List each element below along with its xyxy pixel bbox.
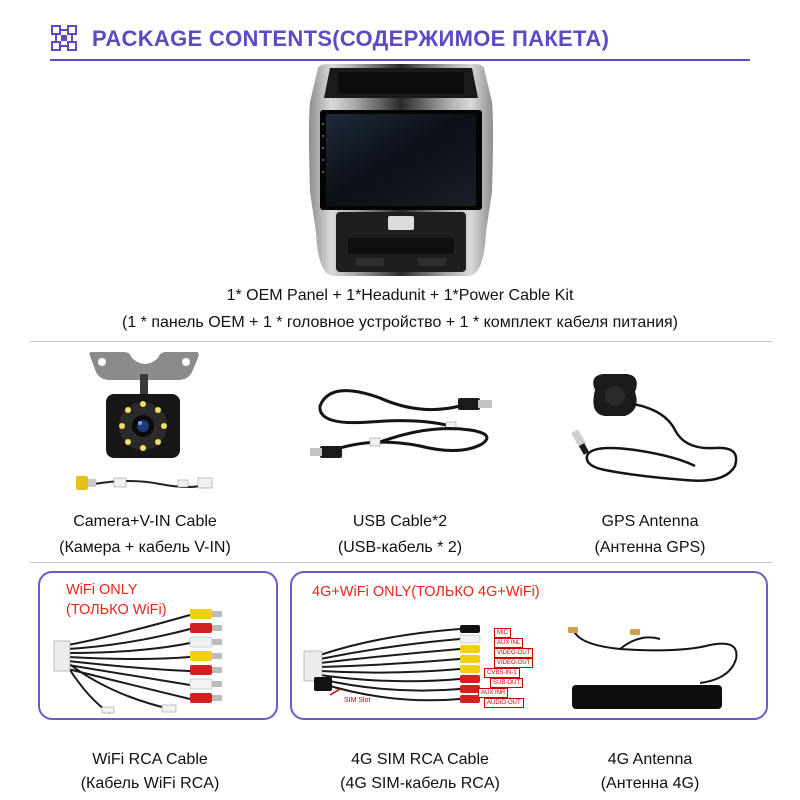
usb-cable-image [310,380,500,480]
4g-cable-caption-en: 4G SIM RCA Cable [351,751,489,768]
usb-caption-ru: (USB-кабель * 2) [337,539,463,556]
4g-antenna-caption-en: 4G Antenna [607,751,693,768]
package-grid-icon [50,24,82,56]
sim-slot-label: SIM Slot [344,697,371,704]
connector-tag: AUX INR [478,688,508,698]
wifi-rca-cable-image [50,605,260,715]
connector-tag: AUX INL [494,638,523,648]
gps-caption-en: GPS Antenna [601,513,699,530]
main-item-caption-ru: (1 * панель OEM + 1 * головное устройство + 1 * комплект кабеля питания) [121,314,678,331]
section-divider [30,562,772,563]
connector-tag: SUB-OUT [490,678,523,688]
oem-panel-headunit-image [308,62,494,278]
4g-antenna-image [560,625,750,715]
connector-tag: CVBS-IN-1 [484,668,520,678]
camera-caption-en: Camera+V-IN Cable [73,513,217,530]
page-title: PACKAGE CONTENTS(СОДЕРЖИМОЕ ПАКЕТА) [92,26,610,51]
gps-caption-ru: (Антенна GPS) [594,539,706,556]
camera-vin-cable-image [70,350,220,500]
4g-antenna-caption-ru: (Антенна 4G) [600,775,700,792]
camera-caption-ru: (Камера + кабель V-IN) [59,539,231,556]
header-underline [50,59,750,61]
wifi-cable-caption-en: WiFi RCA Cable [92,751,208,768]
connector-tag: VIDEO-OUT [494,658,533,668]
wifi-cable-caption-ru: (Кабель WiFi RCA) [80,775,220,792]
usb-caption-en: USB Cable*2 [352,513,448,530]
main-item-caption-en: 1* OEM Panel + 1*Headunit + 1*Power Cable Kit [226,287,574,304]
gps-antenna-image [565,370,745,500]
4g-wifi-only-label: 4G+WiFi ONLY(ТОЛЬКО 4G+WiFi) [312,584,540,600]
wifi-only-label-ru: (ТОЛЬКО WiFi) [66,602,167,618]
wifi-only-label: WiFi ONLY [66,582,138,598]
4g-cable-caption-ru: (4G SIM-кабель RCA) [340,775,500,792]
connector-tag: AUDIO-OUT [484,698,524,708]
section-divider [30,341,772,342]
connector-tag: VIDEO-OUT [494,648,533,658]
connector-tag: MIC [494,628,511,638]
